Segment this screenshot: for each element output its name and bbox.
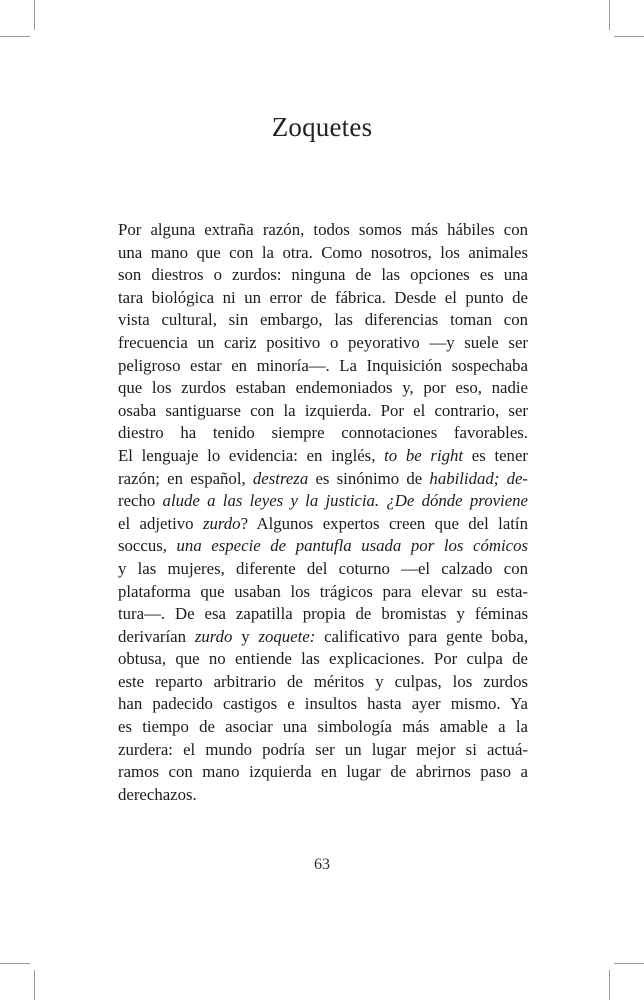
text-segment: es sinónimo de bbox=[308, 468, 430, 488]
text-segment: recho bbox=[118, 491, 156, 511]
text-line: zurdera: el mundo podría ser un lugar mejor si actuá- bbox=[118, 739, 528, 759]
text-segment: derivarían bbox=[118, 626, 195, 646]
text-segment: soccus bbox=[118, 536, 163, 556]
crop-mark bbox=[614, 36, 644, 37]
text-line bbox=[118, 468, 528, 491]
text-line: son diestros o zurdos: ninguna de las opciones es una bbox=[118, 265, 528, 285]
text-line: una mano que con la otra. Como nosotros, los animales bbox=[118, 242, 528, 262]
italic-term: to be right bbox=[384, 445, 464, 465]
text-segment: el adjetivo bbox=[118, 513, 203, 533]
text-segment: es tener bbox=[463, 445, 528, 465]
text-line bbox=[118, 445, 528, 468]
text-line: han padecido castigos e insultos hasta ayer mismo. Ya bbox=[118, 694, 528, 714]
text-line: vista cultural, sin embargo, las diferencias toman con bbox=[118, 310, 528, 330]
text-segment: calificativo para gente boba, bbox=[315, 626, 529, 646]
text-line: ramos con mano izquierda en lugar de abrirnos paso a bbox=[118, 762, 528, 782]
text-line: este reparto arbitrario de méritos y culpas, los zurdos bbox=[118, 671, 528, 691]
body-paragraph bbox=[118, 219, 528, 806]
text-line bbox=[118, 490, 528, 513]
crop-mark bbox=[614, 963, 644, 964]
page-number: 63 bbox=[314, 856, 330, 873]
italic-term: , una especie de pantufla usada por los cómicos bbox=[162, 536, 528, 556]
text-line bbox=[118, 535, 528, 558]
crop-mark bbox=[609, 970, 610, 1000]
crop-mark bbox=[34, 970, 35, 1000]
text-line bbox=[118, 626, 528, 649]
text-segment: ? Algunos expertos creen que del latín bbox=[240, 513, 528, 533]
text-line: obtusa, que no entiende las explicaciones. Por culpa de bbox=[118, 649, 528, 669]
crop-mark bbox=[609, 0, 610, 30]
text-segment: El lenguaje lo evidencia: en inglés, bbox=[118, 445, 385, 465]
italic-term: destreza bbox=[252, 468, 309, 488]
text-line: tara biológica ni un error de fábrica. Desde el punto de bbox=[118, 287, 528, 307]
italic-term: habilidad; de- bbox=[429, 468, 528, 488]
crop-mark bbox=[34, 0, 35, 30]
crop-mark bbox=[0, 36, 30, 37]
text-line: osaba santiguarse con la izquierda. Por el contrario, ser bbox=[118, 400, 528, 420]
text-line: peligroso estar en minoría—. La Inquisición sospechaba bbox=[118, 355, 528, 375]
italic-term: zurdo bbox=[202, 513, 241, 533]
text-line: plataforma que usaban los trágicos para elevar su esta- bbox=[118, 581, 528, 601]
text-line: que los zurdos estaban endemoniados y, por eso, nadie bbox=[118, 378, 528, 398]
italic-term: zurdo bbox=[194, 626, 233, 646]
text-line bbox=[118, 513, 528, 536]
text-line: diestro ha tenido siempre connotaciones favorables. bbox=[118, 423, 528, 443]
text-segment: razón; en español, bbox=[118, 468, 253, 488]
text-line: y las mujeres, diferente del coturno —el calzado con bbox=[118, 558, 528, 578]
text-segment: y bbox=[232, 626, 259, 646]
text-line: Por alguna extraña razón, todos somos más hábiles con bbox=[118, 220, 528, 239]
text-line: tura—. De esa zapatilla propia de bromistas y féminas bbox=[118, 604, 528, 624]
text-line: frecuencia un cariz positivo o peyorativo —y suele ser bbox=[118, 332, 528, 352]
italic-term: zoquete: bbox=[258, 626, 316, 646]
text-line: derechazos. bbox=[118, 784, 197, 804]
text-line: es tiempo de asociar una simbología más amable a la bbox=[118, 717, 528, 737]
crop-mark bbox=[0, 963, 30, 964]
chapter-title: Zoquetes bbox=[271, 112, 373, 142]
italic-term: alude a las leyes y la justicia. ¿De dónde proviene bbox=[155, 491, 528, 511]
